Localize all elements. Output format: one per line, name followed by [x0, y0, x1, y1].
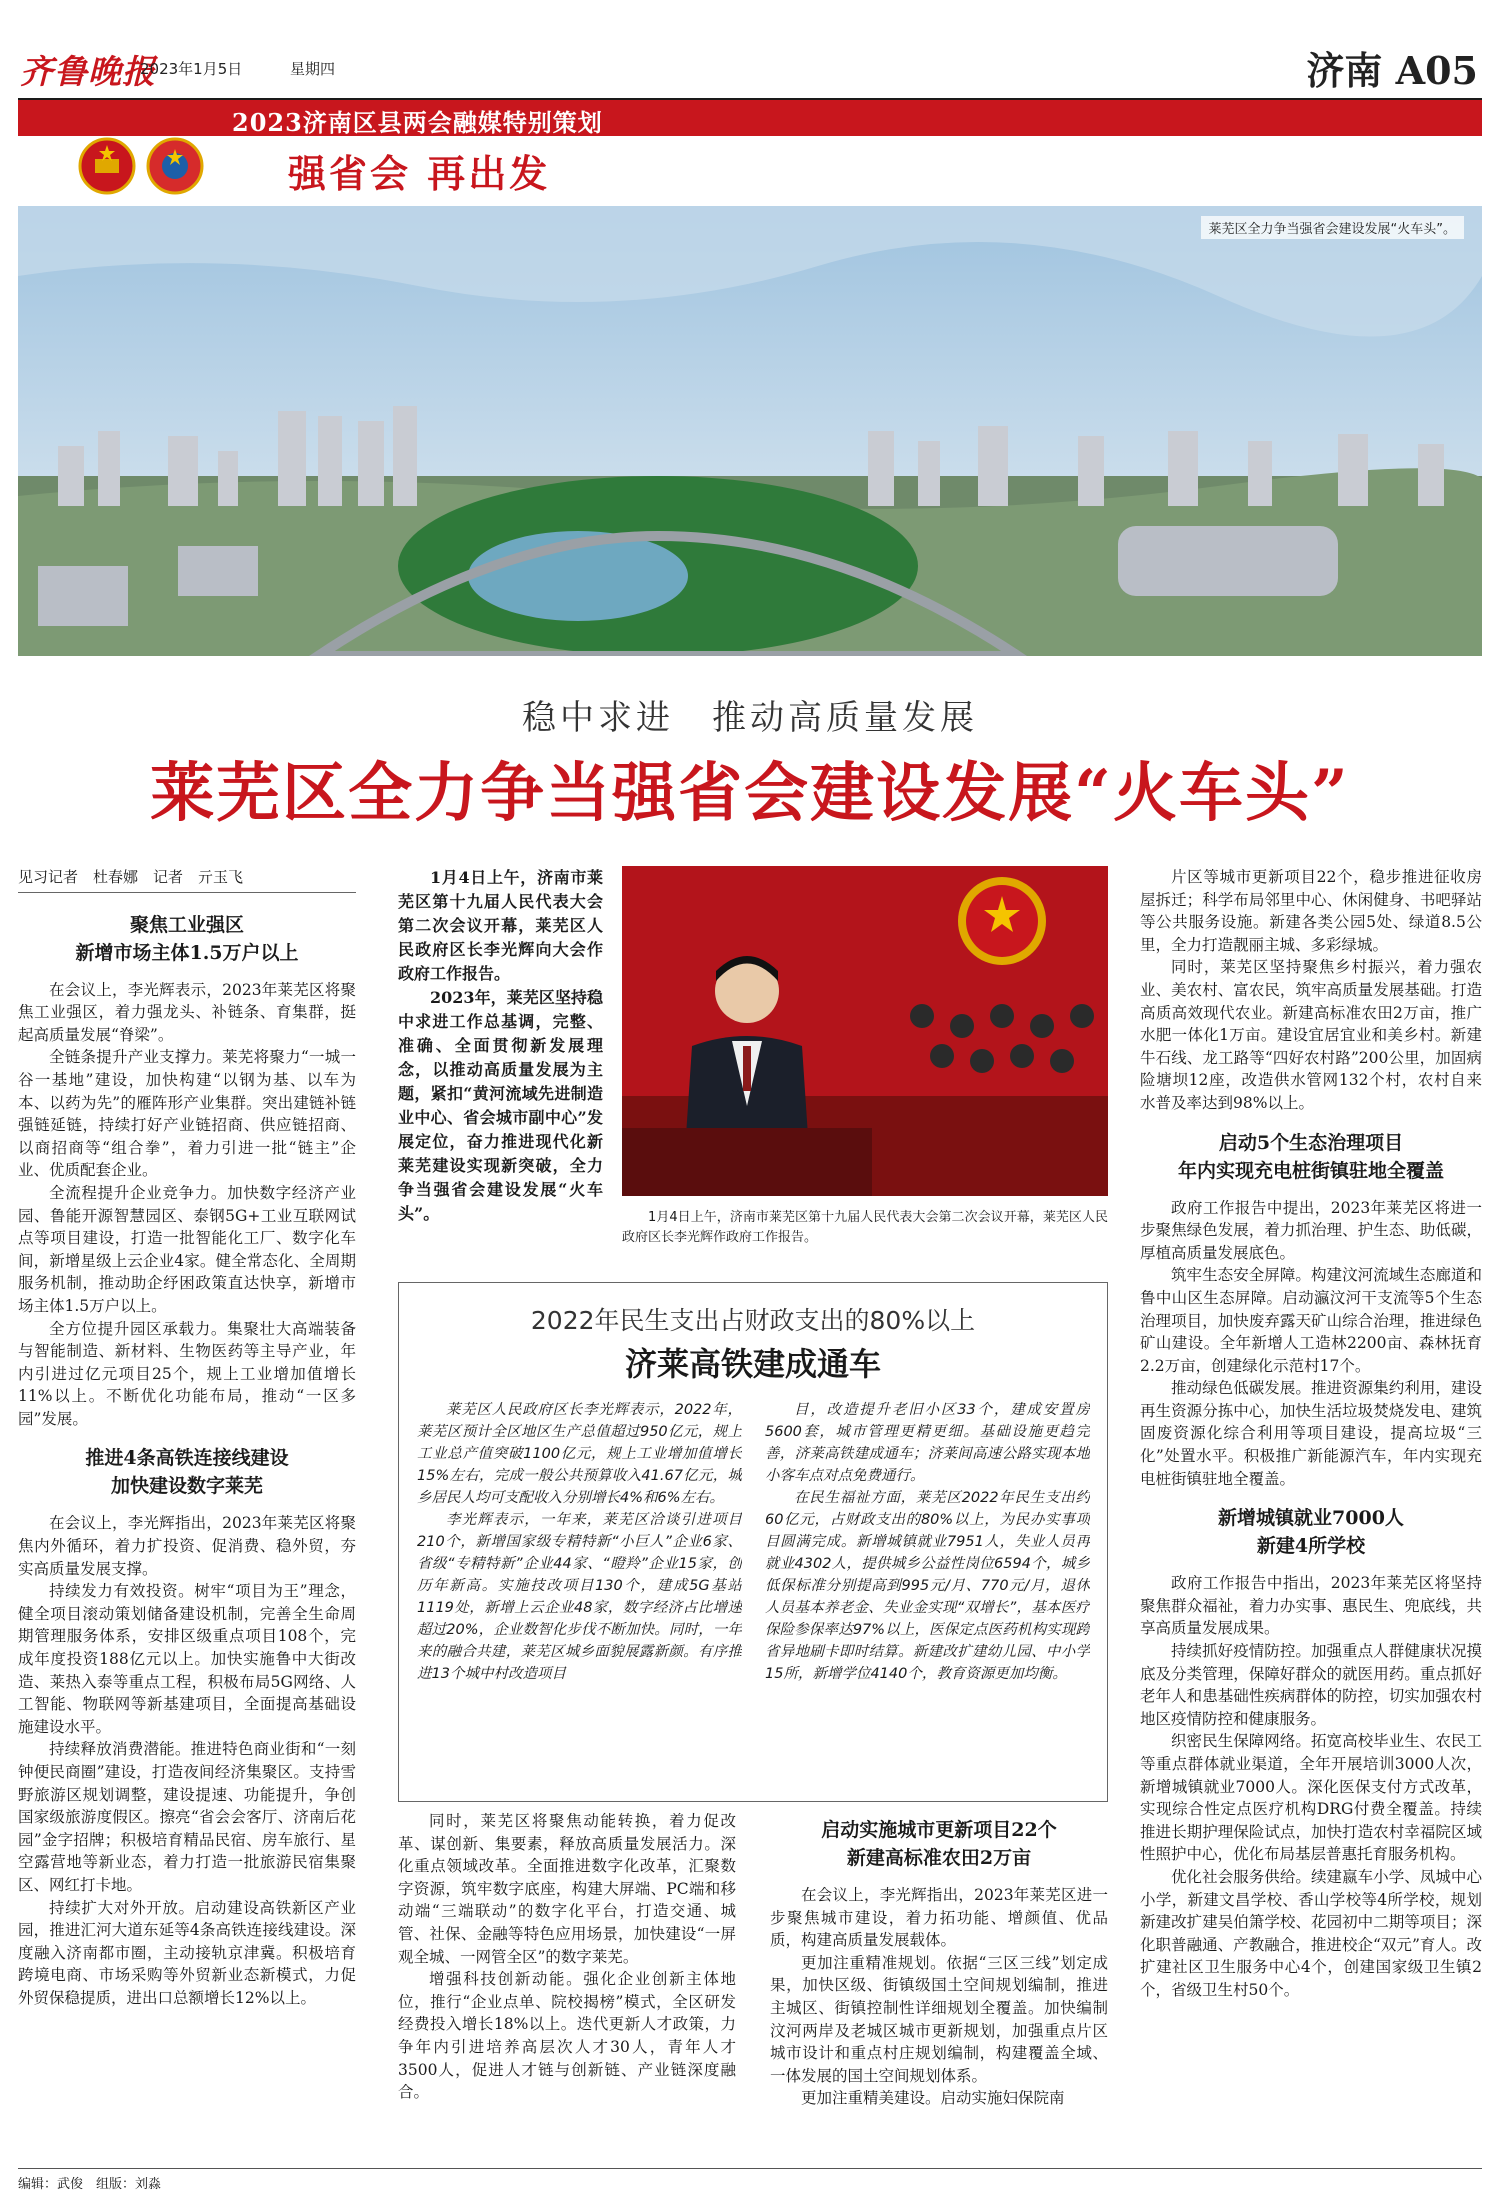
column-3-lower	[770, 1810, 1108, 2162]
paragraph: 推动绿色低碳发展。推进资源集约利用，建设再生资源分拣中心，加快生活垃圾焚烧发电、建筑固废资源化综合利用等项目建设，提高垃圾“三化”处置水平。积极推广新能源汽车，年内实现充电桩街镇驻地全覆盖。	[1140, 1379, 1482, 1488]
paragraph: 政府工作报告中指出，2023年莱芜区将坚持聚焦群众福祉，着力办实事、惠民生、兜底线，共享高质量发展成果。	[1140, 1574, 1482, 1638]
page-footer: 编辑：武俊 组版：刘淼	[18, 2168, 1482, 2192]
paragraph: 同时，莱芜区坚持聚焦乡村振兴，着力强农业、美农村、富农民，筑牢高质量发展基础。打造高质高效现代农业。新建高标准农田2万亩，推广水肥一体化1万亩。建设宜居宜业和美乡村。新建牛石线、龙工路等“四好农村路”200公里，加固病险塘坝12座，改造供水管网132个村，农村自来水普及率达到98%以上。	[1140, 958, 1482, 1112]
section-body	[18, 979, 356, 1431]
paragraph: 在会议上，李光辉指出，2023年莱芜区进一步聚焦城市建设，着力拓功能、增颜值、优品质，构建高质量发展载体。	[770, 1886, 1108, 1950]
box-kicker: 2022年民生支出占财政支出的80%以上	[530, 1306, 976, 1335]
box-column-right	[765, 1399, 1090, 1789]
paragraph: 筑牢生态安全屏障。构建汶河流域生态廊道和鲁中山区生态屏障。启动瀛汶河干支流等5个生态治理项目，加快废弃露天矿山综合治理，推进绿色矿山建设。全年新增人工造林2200亩、森林抚育2.2万亩，创建绿化示范村17个。	[1140, 1266, 1482, 1375]
lead-paragraphs	[398, 866, 603, 1276]
newspaper-logo: 齐鲁晚报	[20, 52, 156, 91]
section-heading: 聚焦工业强区 新增市场主体1.5万户以上	[75, 913, 299, 964]
photo-caption: 1月4日上午，济南市莱芜区第十九届人民代表大会第二次会议开幕，莱芜区人民政府区长李光辉作政府工作报告。	[622, 1210, 1108, 1245]
paragraph: 优化社会服务供给。续建嬴车小学、凤城中心小学，新建文昌学校、香山学校等4所学校，规划新建改扩建吴伯箫学校、花园初中二期等项目；深化职普融通、产教融合，推进校企“双元”育人。改扩建社区卫生服务中心4个，创建国家级卫生镇2个，省级卫生村50个。	[1140, 1867, 1482, 1999]
paragraph: 增强科技创新动能。强化企业创新主体地位，推行“企业点单、院校揭榜”模式，全区研发经费投入增长18%以上。迭代更新人才政策，力争年内引进培养高层次人才30人，青年人才3500人，促进人才链与创新链、产业链深度融合。	[398, 1970, 736, 2102]
section-heading: 新增城镇就业7000人 新建4所学校	[1218, 1507, 1404, 1558]
paragraph: 更加注重精美建设。启动实施妇保院南	[801, 2089, 1065, 2108]
photo-caption: 莱芜区全力争当强省会建设发展“火车头”。	[1201, 216, 1464, 239]
column-4	[1140, 866, 1482, 2162]
paragraph: 持续释放消费潜能。推进特色商业街和“一刻钟便民商圈”建设，打造夜间经济集聚区。支持雪野旅游区规划调整，建设提速、功能提升，争创国家级旅游度假区。擦亮“省会会客厅、济南后花园”金字招牌；积极培育精品民宿、房车旅行、星空露营地等新业态，着力打造一批旅游民宿集聚区、网红打卡地。	[18, 1740, 356, 1894]
paragraph: 在民生福祉方面，莱芜区2022年民生支出约60亿元，占财政支出的80%以上，为民办实事项目圆满完成。新增城镇就业7951人，失业人员再就业4302人，提供城乡公益性岗位6594个，城乡低保标准分别提高到995元/月、770元/月，退休人员基本养老金、失业金实现“双增长”，基本医疗保险参保率达97%以上，医保定点医药机构实现跨省异地刷卡即时结算。新建改扩建幼儿园、中小学15所，新增学位4140个，教育资源更加均衡。	[765, 1490, 1090, 1682]
section-body	[770, 1884, 1108, 2110]
section-heading: 启动实施城市更新项目22个 新建高标准农田2万亩	[821, 1819, 1057, 1869]
paragraph: 更加注重精准规划。依据“三区三线”划定成果，加快区级、街镇级国土空间规划编制，推进主城区、街镇控制性详细规划全覆盖。加快编制汶河两岸及老城区城市更新规划，加强重点片区城市设计和重点村庄规划编制，构建覆盖全域、一体发展的国土空间规划体系。	[770, 1953, 1108, 2085]
speaker-photo	[622, 866, 1108, 1196]
banner-title: 2023济南区县两会融媒特别策划	[232, 108, 603, 137]
paragraph: 在会议上，李光辉指出，2023年莱芜区将聚焦内外循环，着力扩投资、促消费、稳外贸，夯实高质量发展支撑。	[18, 1514, 356, 1578]
paragraph: 李光辉表示，一年来，莱芜区洽谈引进项目210个，新增国家级专精特新“小巨人”企业6家、省级“专精特新”企业44家、“瞪羚”企业15家，创历年新高。实施技改项目130个，建成5G基站1119处，新增上云企业48家，数字经济占比增速超过20%，企业数智化步伐不断加快。同时，一年来的融合共建，莱芜区城乡面貌展露新颜。有序推进13个城中村改造项目	[417, 1512, 742, 1682]
national-emblem-icon	[78, 137, 136, 195]
paragraph: 同时，莱芜区将聚焦动能转换，着力促改革、谋创新、集要素，释放高质量发展活力。深化重点领域改革。全面推进数字化改革，汇聚数字资源，筑牢数字底座，构建大屏端、PC端和移动端“三端联动”的数字化平台，打造交通、城管、社保、金融等特色应用场景，加快建设“一屏观全城、一网管全区”的数字莱芜。	[398, 1812, 736, 1966]
article-kicker: 稳中求进 推动高质量发展	[522, 698, 978, 738]
paragraph: 持续抓好疫情防控。加强重点人群健康状况摸底及分类管理，保障好群众的就医用药。重点抓好老年人和患基础性疾病群体的防控，切实加强农村地区疫情防控和健康服务。	[1140, 1642, 1482, 1728]
box-title: 济莱高铁建成通车	[624, 1345, 881, 1383]
paragraph: 2023年，莱芜区坚持稳中求进工作总基调，完整、准确、全面贯彻新发展理念，以推动高质量发展为主题，紧扣“黄河流域先进制造业中心、省会城市副中心”发展定位，奋力推进现代化新莱芜建设实现新突破，全力争当强省会建设发展“火车头”。	[398, 988, 603, 1223]
byline: 见习记者 杜春娜 记者 亓玉飞	[18, 866, 356, 893]
article-headline: 莱芜区全力争当强省会建设发展“火车头”	[150, 756, 1350, 831]
paragraph: 目，改造提升老旧小区33个，建成安置房5600套，城市管理更精更细。基础设施更趋完善，济莱高铁建成通车；济莱间高速公路实现本地小客车点对点免费通行。	[765, 1402, 1090, 1484]
paragraph: 持续发力有效投资。树牢“项目为王”理念，健全项目滚动策划储备建设机制，完善全生命周期管理服务体系，安排区级重点项目108个，完成年度投资188亿元以上。加快实施鲁中大街改造、莱热入泰等重点工程，积极布局5G网络、人工智能、物联网等新基建项目，全面提高基础设施建设水平。	[18, 1582, 356, 1736]
section-body	[1140, 1197, 1482, 1491]
column-1	[18, 866, 356, 2162]
paragraph: 1月4日上午，济南市莱芜区第十九届人民代表大会第二次会议开幕，莱芜区人民政府区长李光辉向大会作政府工作报告。	[398, 868, 603, 983]
column-2-lower	[398, 1810, 736, 2162]
special-banner	[18, 100, 1482, 136]
section-heading: 推进4条高铁连接线建设 加快建设数字莱芜	[85, 1447, 289, 1498]
summary-box	[398, 1282, 1108, 1802]
paragraph: 全方位提升园区承载力。集聚壮大高端装备与智能制造、新材料、生物医药等主导产业，年内引进过亿元项目25个，规上工业增加值增长11%以上。不断优化功能布局，推动“一区多园”发展。	[18, 1319, 356, 1428]
box-column-left	[417, 1399, 742, 1789]
paragraph: 在会议上，李光辉表示，2023年莱芜区将聚焦工业强区，着力强龙头、补链条、育集群，挺起高质量发展“脊梁”。	[18, 980, 356, 1044]
section-body	[1140, 1572, 1482, 2001]
section-body	[1140, 866, 1482, 1115]
paragraph: 织密民生保障网络。拓宽高校毕业生、农民工等重点群体就业渠道，全年开展培训3000人次，新增城镇就业7000人。深化医保支付方式改革，实现综合性定点医疗机构DRG付费全覆盖。持续推进长期护理保险试点，加快打造农村幸福院区域性照护中心，优化布局基层普惠托育服务机构。	[1140, 1732, 1482, 1864]
paragraph: 全链条提升产业支撑力。莱芜将聚力“一城一谷一基地”建设，加快构建“以钢为基、以车为本、以药为先”的雁阵形产业集群。突出建链补链强链延链，持续打好产业链招商、供应链招商、以商招商等“组合拳”，着力引进一批“链主”企业、优质配套企业。	[18, 1048, 356, 1180]
paragraph: 莱芜区人民政府区长李光辉表示，2022年，莱芜区预计全区地区生产总值超过950亿元，规上工业总产值突破1100亿元，规上工业增加值增长15%左右，完成一般公共预算收入41.67亿元，城乡居民人均可支配收入分别增长4%和6%左右。	[417, 1402, 742, 1506]
issue-date: 2023年1月5日	[140, 60, 243, 78]
masthead	[18, 30, 1482, 100]
paragraph: 持续扩大对外开放。启动建设高铁新区产业园，推进汇河大道东延等4条高铁连接线建设。深度融入济南都市圈，主动接轨京津冀。积极培育跨境电商、市场采购等外贸新业态新模式，力促外贸保稳提质，进出口总额增长12%以上。	[18, 1898, 356, 2007]
campaign-slogan: 强省会 再出发	[288, 151, 551, 196]
paragraph: 政府工作报告中提出，2023年莱芜区将进一步聚焦绿色发展，着力抓治理、护生态、助低碳，厚植高质量发展底色。	[1140, 1198, 1482, 1262]
aerial-city-photo	[18, 206, 1482, 656]
edition-label: 济南 A05	[1306, 48, 1478, 93]
section-heading: 启动5个生态治理项目 年内实现充电桩街镇驻地全覆盖	[1177, 1131, 1444, 1182]
section-body	[18, 1512, 356, 2009]
paragraph: 片区等城市更新项目22个，稳步推进征收房屋拆迁；科学布局邻里中心、休闲健身、书吧驿站等公共服务设施。新建各类公园5处、绿道8.5公里，全力打造靓丽主城、多彩绿城。	[1140, 868, 1482, 954]
cppcc-emblem-icon	[146, 137, 204, 195]
paragraph: 全流程提升企业竞争力。加快数字经济产业园、鲁能开源智慧园区、泰钢5G+工业互联网试点等项目建设，打造一批智能化工厂、数字化车间，新增星级上云企业4家。健全常态化、全周期服务机制，推动助企纾困政策直达快享，新增市场主体1.5万户以上。	[18, 1183, 356, 1315]
issue-weekday: 星期四	[290, 60, 336, 78]
